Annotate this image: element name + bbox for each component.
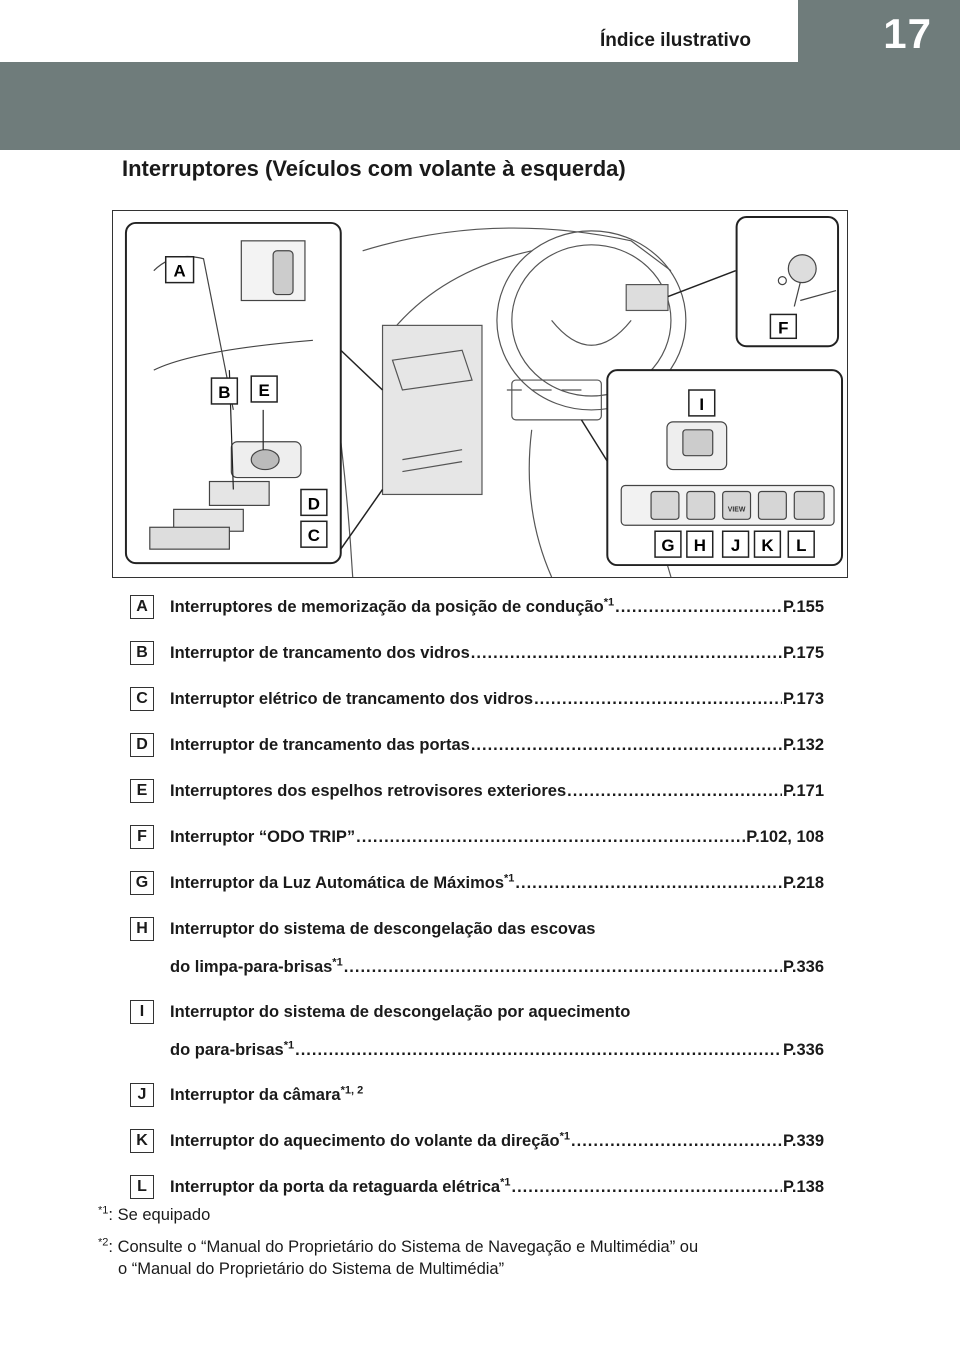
item-title: Interruptores de memorização da posição de condução: [170, 598, 604, 616]
item-page-ref[interactable]: P.132: [783, 736, 824, 754]
item-letter-badge: L: [130, 1175, 154, 1199]
dashboard-illustration: [113, 211, 847, 577]
page-number-tab: [798, 0, 960, 66]
item-page-ref[interactable]: P.138: [783, 1178, 824, 1196]
item-title: Interruptor da Luz Automática de Máximos: [170, 874, 505, 892]
switch-location-figure: [112, 210, 848, 578]
item-page-ref[interactable]: P.339: [783, 1132, 824, 1150]
item-title: Interruptor de trancamento das portas: [170, 736, 470, 754]
item-footnote-mark: *1: [559, 1130, 571, 1143]
item-title: Interruptores dos espelhos retrovisores exteriores: [170, 782, 567, 800]
footnote: [98, 1236, 858, 1280]
footnote: [98, 1204, 858, 1226]
view-label: VIEW: [727, 506, 746, 514]
callout-j: J: [730, 536, 741, 556]
legend-item: [130, 731, 830, 777]
item-footnote-mark: *1: [603, 596, 615, 609]
item-page-ref[interactable]: P.175: [783, 644, 824, 662]
legend-item: [130, 639, 830, 685]
item-letter-badge: H: [130, 917, 154, 941]
item-title: Interruptor da câmara: [170, 1086, 341, 1104]
item-letter-badge: F: [130, 825, 154, 849]
legend-item: [130, 823, 830, 869]
item-footnote-mark: *1: [332, 956, 343, 969]
item-title: Interruptor do aquecimento do volante da direção: [170, 1132, 560, 1150]
item-page-ref[interactable]: P.155: [783, 598, 824, 616]
item-title: Interruptor do sistema de descongelação por aquecimento: [170, 1003, 631, 1021]
item-letter-badge: K: [130, 1129, 154, 1153]
footnote-text: : Consulte o “Manual do Proprietário do Sistema de Navegação e Multimédia” ou: [108, 1238, 699, 1256]
item-footnote-mark: *1: [500, 1176, 511, 1189]
item-letter-badge: J: [130, 1083, 154, 1107]
item-letter-badge: G: [130, 871, 154, 895]
item-footnote-mark: *1: [283, 1039, 295, 1052]
item-title-continued: do limpa-para-brisas: [170, 958, 333, 976]
callout-b: B: [218, 382, 231, 402]
running-title: Índice ilustrativo: [600, 30, 751, 51]
footnote-mark: *2: [98, 1236, 109, 1249]
legend-item: [130, 998, 830, 1081]
item-title: Interruptor da porta da retaguarda elétrica: [170, 1178, 501, 1196]
callout-a: A: [173, 261, 186, 281]
item-page-ref[interactable]: P.171: [783, 782, 824, 800]
callout-d: D: [307, 494, 321, 514]
item-title: Interruptor do sistema de descongelação das escovas: [170, 920, 596, 938]
page-number: 17: [883, 10, 932, 57]
callout-h: H: [693, 536, 706, 556]
item-title: Interruptor elétrico de trancamento dos vidros: [170, 690, 534, 708]
item-letter-badge: D: [130, 733, 154, 757]
item-letter-badge: I: [130, 1000, 154, 1024]
item-letter-badge: A: [130, 595, 154, 619]
item-page-ref[interactable]: P.336: [783, 958, 824, 976]
item-footnote-mark: *1, 2: [340, 1084, 364, 1097]
legend-item: [130, 685, 830, 731]
legend-item: [130, 869, 830, 915]
item-letter-badge: E: [130, 779, 154, 803]
callout-c: C: [307, 526, 321, 546]
footnote-mark: *1: [98, 1204, 109, 1217]
item-footnote-mark: *1: [504, 872, 515, 885]
legend-item: [130, 777, 830, 823]
legend-item: [130, 915, 830, 998]
footnotes: [98, 1204, 858, 1290]
section-title: Interruptores (Veículos com volante à esquerda): [122, 156, 626, 181]
callout-g: G: [661, 536, 675, 556]
legend-item: [130, 593, 830, 639]
item-letter-badge: B: [130, 641, 154, 665]
item-page-ref[interactable]: P.218: [783, 874, 824, 892]
callout-i: I: [699, 394, 705, 414]
switch-legend-list: [130, 593, 830, 1219]
callout-f: F: [778, 318, 789, 338]
footnote-text-continued: o “Manual do Proprietário do Sistema de Multimédia”: [118, 1260, 505, 1278]
callout-l: L: [796, 536, 807, 556]
item-page-ref[interactable]: P.102, 108: [746, 828, 824, 846]
footnote-text: : Se equipado: [108, 1206, 211, 1224]
legend-item: [130, 1127, 830, 1173]
callout-e: E: [258, 380, 270, 400]
item-letter-badge: C: [130, 687, 154, 711]
item-title: Interruptor de trancamento dos vidros: [170, 644, 470, 662]
item-page-ref[interactable]: P.336: [783, 1041, 824, 1059]
item-title: Interruptor “ODO TRIP”: [170, 828, 356, 846]
item-page-ref[interactable]: P.173: [783, 690, 824, 708]
item-title-continued: do para-brisas: [170, 1041, 284, 1059]
legend-item: [130, 1081, 830, 1127]
callout-k: K: [761, 536, 774, 556]
